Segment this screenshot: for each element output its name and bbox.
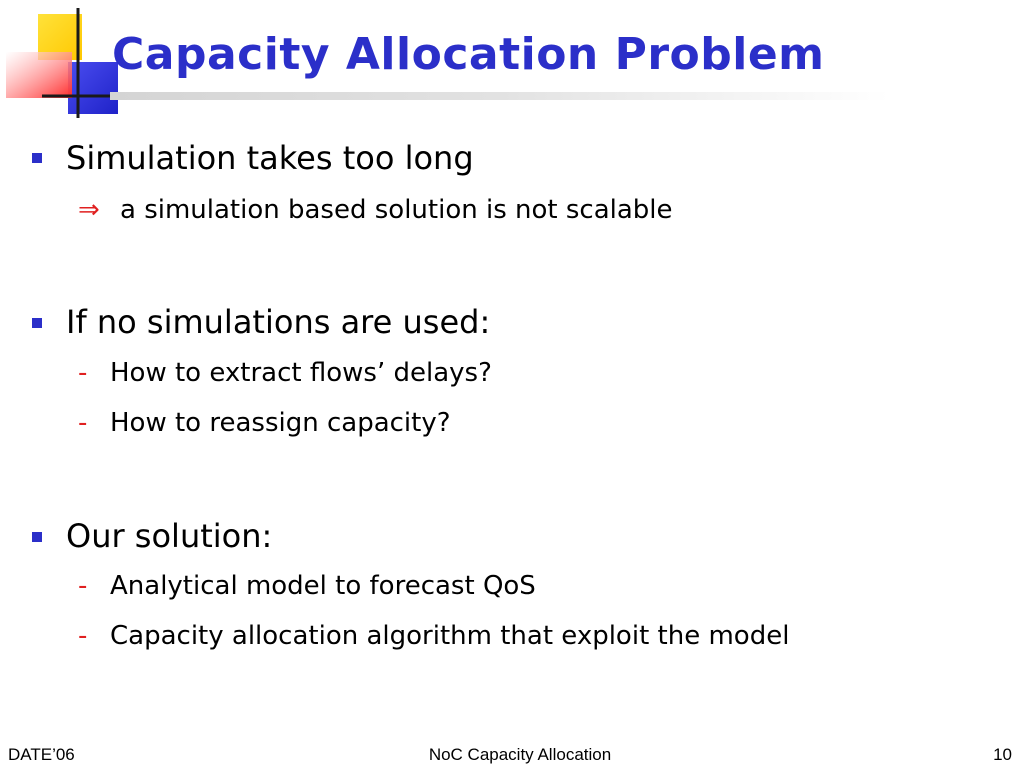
dash-marker: - [78,408,88,438]
bullet-3-text: Our solution: [66,517,273,555]
dash-marker: - [78,358,88,388]
slide-title: Capacity Allocation Problem [112,29,825,80]
bullet-2-sub-1-text: How to extract flows’ delays? [110,358,492,388]
bullet-3-sub-1-text: Analytical model to forecast QoS [110,571,536,601]
slide-number: 10 [993,745,1012,764]
square-bullet-icon [32,318,42,328]
bullet-2-sub-2-text: How to reassign capacity? [110,408,451,438]
bullet-1-text: Simulation takes too long [66,139,474,177]
implies-arrow-icon: ⇒ [78,195,100,225]
dash-marker: - [78,621,88,651]
bullet-3-sub-2-text: Capacity allocation algorithm that exploit the model [110,621,790,651]
footer-title: NoC Capacity Allocation [428,745,612,764]
square-bullet-icon [32,153,42,163]
footer-conference: DATE’06 [8,745,75,764]
bullet-1-sub-1-text: a simulation based solution is not scalable [120,195,673,225]
dash-marker: - [78,571,88,601]
bullet-2-text: If no simulations are used: [66,303,491,341]
square-bullet-icon [32,532,42,542]
